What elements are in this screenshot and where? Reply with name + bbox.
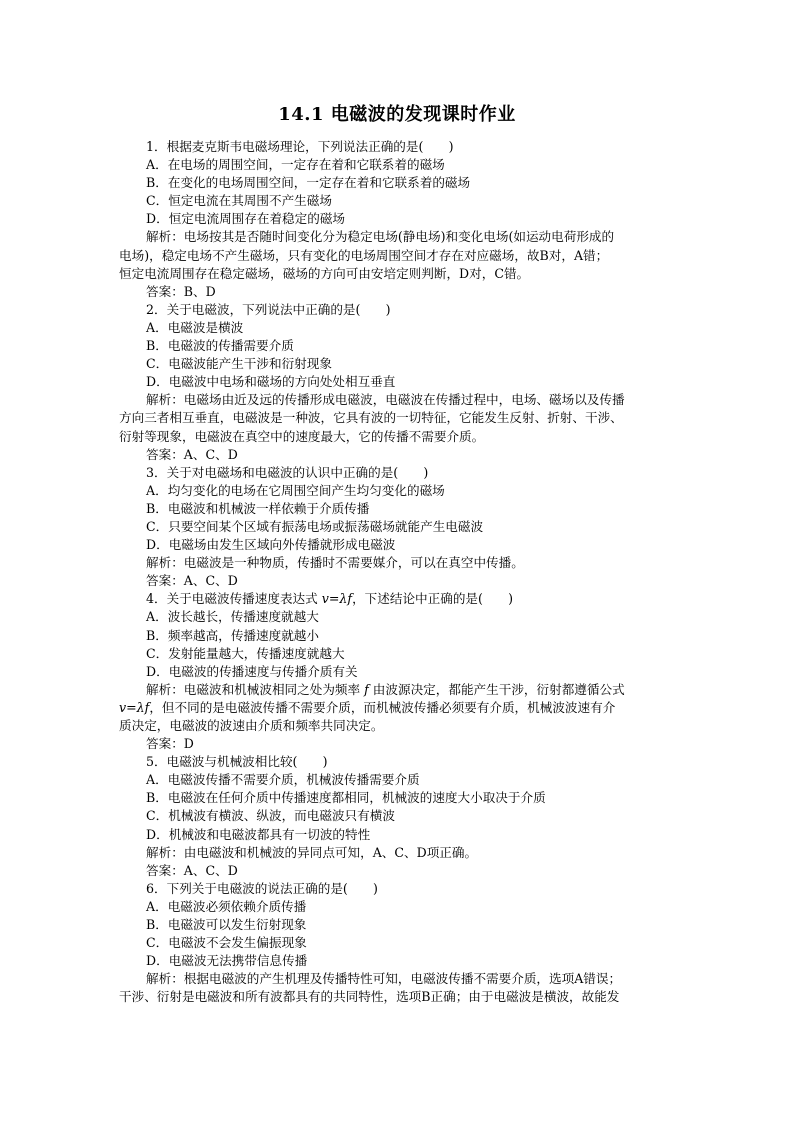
question-5-option-c: C．机械波有横波、纵波，而电磁波只有横波 — [146, 808, 395, 824]
question-4-analysis-formula: v=λf — [119, 699, 150, 715]
question-6-option-a: A．电磁波必须依赖介质传播 — [146, 898, 307, 914]
question-1-option-b: B．在变化的电场周围空间，一定存在着和它联系着的磁场 — [146, 175, 471, 191]
question-4-analysis-line-3: 质决定，电磁波的波速由介质和频率共同决定。 — [119, 718, 384, 733]
question-5-answer: 答案：A、C、D — [146, 862, 238, 878]
question-1-analysis-line-3: 恒定电流周围存在稳定磁场，磁场的方向可由安培定则判断，D对，C错。 — [119, 265, 530, 281]
question-5-analysis-line-1: 解析：由电磁波和机械波的异同点可知，A、C、D项正确。 — [146, 844, 478, 860]
question-1-option-c: C．恒定电流在其周围不产生磁场 — [146, 193, 332, 209]
question-2-analysis-line-1: 解析：电磁场由近及远的传播形成电磁波，电磁波在传播过程中，电场、磁场以及传播 — [146, 392, 625, 408]
question-2-stem: 2．关于电磁波，下列说法中正确的是( ) — [146, 301, 391, 317]
question-5-option-a: A．电磁波传播不需要介质，机械波传播需要介质 — [146, 772, 420, 788]
question-3-option-b: B．电磁波和机械波一样依赖于介质传播 — [146, 500, 370, 516]
page-title: 14.1 电磁波的发现课时作业 — [278, 104, 516, 125]
question-2-option-c: C．电磁波能产生干涉和衍射现象 — [146, 356, 332, 372]
question-4-option-d: D．电磁波的传播速度与传播介质有关 — [146, 663, 358, 679]
question-6-analysis-line-1: 解析：根据电磁波的产生机理及传播特性可知，电磁波传播不需要介质，选项A错误； — [146, 971, 622, 987]
question-4-analysis-pre: 解析：电磁波和机械波相同之处为频率 — [146, 681, 365, 697]
document-body — [119, 138, 681, 1007]
question-4-stem — [119, 590, 681, 608]
question-4-analysis-f: f — [364, 681, 369, 697]
question-4-option-c: C．发射能量越大，传播速度就越大 — [146, 645, 345, 661]
question-6-stem: 6．下列关于电磁波的说法正确的是( ) — [146, 880, 378, 896]
question-6-option-c: C．电磁波不会发生偏振现象 — [146, 935, 307, 951]
question-3-option-d: D．电磁场由发生区域向外传播就形成电磁波 — [146, 537, 396, 553]
question-2-option-b: B．电磁波的传播需要介质 — [146, 338, 294, 354]
question-4-stem-post: ，下述结论中正确的是( ) — [352, 591, 514, 607]
question-1-analysis-line-1: 解析：电场按其是否随时间变化分为稳定电场(静电场)和变化电场(如运动电荷形成的 — [146, 229, 615, 245]
question-4-analysis-line-2-text: ，但不同的是电磁波传播不需要介质，而机械波传播必须要有介质，机械波波速有介 — [149, 699, 616, 715]
question-3-stem: 3．关于对电磁场和电磁波的认识中正确的是( ) — [146, 464, 429, 480]
question-6-option-d: D．电磁波无法携带信息传播 — [146, 953, 308, 969]
question-5-stem: 5．电磁波与机械波相比较( ) — [146, 754, 328, 770]
question-4-analysis-post: 由波源决定，都能产生干涉，衍射都遵循公式 — [368, 681, 625, 697]
question-2-option-a: A．电磁波是横波 — [146, 319, 244, 335]
question-1-stem: 1．根据麦克斯韦电磁场理论，下列说法正确的是( ) — [146, 139, 454, 154]
question-5-option-d: D．机械波和电磁波都具有一切波的特性 — [146, 826, 371, 842]
question-3-analysis-line-1: 解析：电磁波是一种物质，传播时不需要媒介，可以在真空中传播。 — [146, 555, 524, 571]
question-3-option-c: C．只要空间某个区域有振荡电场或振荡磁场就能产生电磁波 — [146, 518, 484, 534]
question-4-analysis-line-2 — [119, 699, 681, 717]
question-4-stem-pre: 4．关于电磁波传播速度表达式 — [146, 591, 322, 607]
question-1-option-a: A．在电场的周围空间，一定存在着和它联系着的磁场 — [146, 157, 445, 173]
question-2-analysis-line-3: 衍射等现象，电磁波在真空中的速度最大，它的传播不需要介质。 — [119, 428, 485, 444]
question-1-analysis-line-2: 电场)，稳定电场不产生磁场，只有变化的电场周围空间才存在对应磁场，故B对，A错； — [119, 247, 609, 263]
question-5-option-b: B．电磁波在任何介质中传播速度都相同，机械波的速度大小取决于介质 — [146, 790, 546, 806]
question-1-answer: 答案：B、D — [146, 283, 216, 299]
question-6-option-b: B．电磁波可以发生衍射现象 — [146, 917, 307, 933]
question-4-analysis-line-1 — [119, 681, 681, 699]
question-3-option-a: A．均匀变化的电场在它周围空间产生均匀变化的磁场 — [146, 482, 445, 498]
question-2-analysis-line-2: 方向三者相互垂直，电磁波是一种波，它具有波的一切特征，它能发生反射、折射、干涉、 — [119, 410, 623, 426]
question-1-option-d: D．恒定电流周围存在着稳定的磁场 — [146, 211, 346, 227]
question-4-formula: v=λf — [321, 591, 353, 607]
question-3-answer: 答案：A、C、D — [146, 573, 238, 589]
question-2-option-d: D．电磁波中电场和磁场的方向处处相互垂直 — [146, 374, 396, 390]
question-6-analysis-line-2: 干涉、衍射是电磁波和所有波都具有的共同特性，选项B正确；由于电磁波是横波，故能发 — [119, 989, 620, 1005]
question-4-option-b: B．频率越高，传播速度就越小 — [146, 627, 319, 643]
question-4-option-a: A．波长越长，传播速度就越大 — [146, 609, 319, 625]
question-2-answer: 答案：A、C、D — [146, 446, 238, 462]
question-4-answer: 答案：D — [146, 736, 194, 752]
